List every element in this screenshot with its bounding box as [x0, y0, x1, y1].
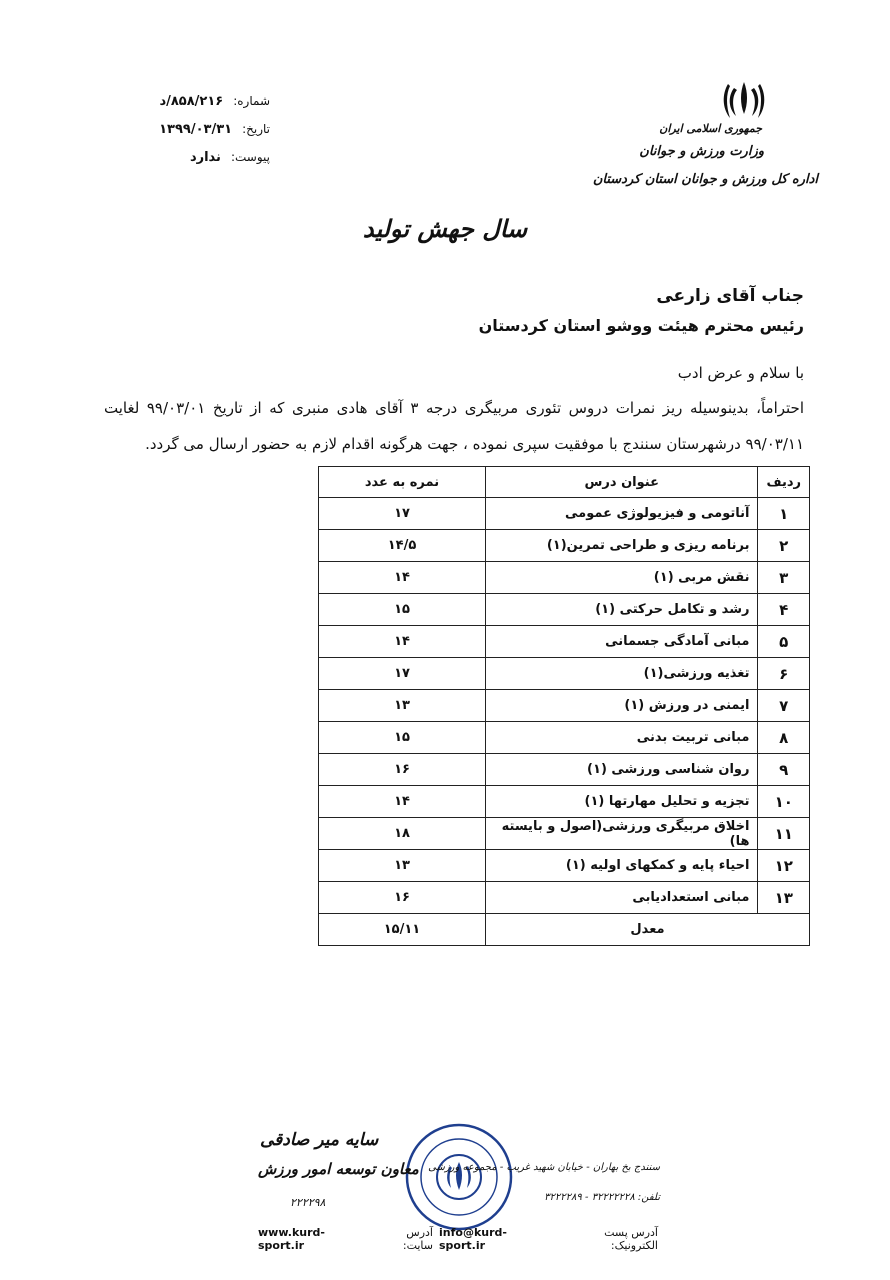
letter-attachment	[120, 150, 270, 165]
row-number: ۸	[758, 722, 810, 754]
row-number: ۱	[758, 498, 810, 530]
course-grade: ۱۶	[319, 882, 486, 914]
row-number: ۶	[758, 658, 810, 690]
course-grade: ۱۴	[319, 626, 486, 658]
recipient-name: جناب آقای زارعی	[656, 286, 804, 306]
row-number: ۹	[758, 754, 810, 786]
site-label: آدرس سایت:	[402, 1226, 433, 1252]
row-number: ۱۱	[758, 818, 810, 850]
letter-number	[120, 94, 270, 109]
header-course-title: عنوان درس	[486, 467, 758, 498]
letter-body: احتراماً، بدینوسیله ریز نمرات دروس تئوری مربیگری درجه ۳ آقای هادی منبری که از تاریخ ۹۹/۰۳/۰۱ لغایت ۹۹/۰۳/۱۱ درشهرستان سنندج با موفقیت سپری نموده ، جهت هرگونه اقدام لازم به حضور ارسال می گردد.	[104, 399, 804, 453]
course-title: نقش مربی (۱)	[486, 562, 758, 594]
number-value: ۸۵۸/۲۱۶/د	[159, 94, 224, 109]
iran-emblem-icon	[720, 78, 768, 122]
row-number: ۲	[758, 530, 810, 562]
ministry-line-2: وزارت ورزش و جوانان	[639, 144, 764, 159]
course-title: احیاء پایه و کمکهای اولیه (۱)	[486, 850, 758, 882]
greeting: با سلام و عرض ادب	[677, 364, 804, 382]
course-title: مبانی آمادگی جسمانی	[486, 626, 758, 658]
course-title: رشد و تکامل حرکتی (۱)	[486, 594, 758, 626]
average-row	[319, 914, 810, 946]
signer-name: سایه میر صادقی	[260, 1130, 379, 1150]
course-grade: ۱۳	[319, 690, 486, 722]
recipient-title: رئیس محترم هیئت ووشو استان کردستان	[478, 316, 804, 335]
table-row	[319, 498, 810, 530]
course-grade: ۱۴	[319, 786, 486, 818]
table-row	[319, 722, 810, 754]
number-label: شماره:	[233, 94, 270, 108]
table-row	[319, 754, 810, 786]
course-grade: ۱۶	[319, 754, 486, 786]
date-label: تاریخ:	[242, 122, 270, 136]
table-row	[319, 818, 810, 850]
row-number: ۵	[758, 626, 810, 658]
course-title: تجزیه و تحلیل مهارتها (۱)	[486, 786, 758, 818]
course-grade: ۱۸	[319, 818, 486, 850]
table-row	[319, 786, 810, 818]
signature-ref: ۲۲۲۲۹۸	[290, 1196, 326, 1209]
course-title: اخلاق مربیگری ورزشی(اصول و بایسته ها)	[486, 818, 758, 850]
course-grade: ۱۴/۵	[319, 530, 486, 562]
year-slogan: سال جهش تولید	[362, 214, 528, 243]
table-header-row	[319, 467, 810, 498]
course-title: مبانی استعدادیابی	[486, 882, 758, 914]
letter-date	[120, 122, 270, 137]
table-row	[319, 594, 810, 626]
header-grade: نمره به عدد	[319, 467, 486, 498]
row-number: ۱۰	[758, 786, 810, 818]
row-number: ۱۲	[758, 850, 810, 882]
table-row	[319, 882, 810, 914]
footer-contact	[258, 1226, 658, 1252]
row-number: ۱۳	[758, 882, 810, 914]
course-grade: ۱۴	[319, 562, 486, 594]
email-label: آدرس پست الکترونیک:	[604, 1226, 658, 1252]
footer-address: سنندج بخ بهاران - خیابان شهید غریب - مجموعه ورزشی	[428, 1162, 660, 1173]
course-title: روان شناسی ورزشی (۱)	[486, 754, 758, 786]
course-grade: ۱۷	[319, 498, 486, 530]
average-value: ۱۵/۱۱	[319, 914, 486, 946]
official-seal-icon	[404, 1122, 514, 1232]
footer-phone: تلفن: ۳۲۲۲۲۲۲۸ - ۳۲۲۲۲۸۹	[544, 1192, 660, 1203]
average-label: معدل	[486, 914, 810, 946]
attachment-label: پیوست:	[230, 150, 270, 164]
header-row-number: ردیف	[758, 467, 810, 498]
course-grade: ۱۷	[319, 658, 486, 690]
grades-table	[318, 466, 810, 946]
course-title: تغذیه ورزشی(۱)	[486, 658, 758, 690]
row-number: ۳	[758, 562, 810, 594]
course-title: برنامه ریزی و طراحی تمرین(۱)	[486, 530, 758, 562]
row-number: ۴	[758, 594, 810, 626]
table-row	[319, 530, 810, 562]
date-value: ۱۳۹۹/۰۳/۳۱	[159, 122, 233, 137]
course-grade: ۱۳	[319, 850, 486, 882]
course-grade: ۱۵	[319, 722, 486, 754]
table-row	[319, 658, 810, 690]
row-number: ۷	[758, 690, 810, 722]
course-title: آناتومی و فیزیولوژی عمومی	[486, 498, 758, 530]
table-row	[319, 690, 810, 722]
table-row	[319, 562, 810, 594]
site-link[interactable]: www.kurd-sport.ir	[258, 1226, 325, 1252]
email-link[interactable]: info@kurd-sport.ir	[439, 1226, 507, 1252]
attachment-value: ندارد	[189, 150, 221, 165]
course-grade: ۱۵	[319, 594, 486, 626]
ministry-line-3: اداره کل ورزش و جوانان استان کردستان	[592, 172, 818, 187]
course-title: ایمنی در ورزش (۱)	[486, 690, 758, 722]
ministry-line-1: جمهوری اسلامی ایران	[659, 122, 762, 135]
table-row	[319, 626, 810, 658]
course-title: مبانی تربیت بدنی	[486, 722, 758, 754]
signer-title: معاون توسعه امور ورزش	[258, 1160, 419, 1178]
table-row	[319, 850, 810, 882]
